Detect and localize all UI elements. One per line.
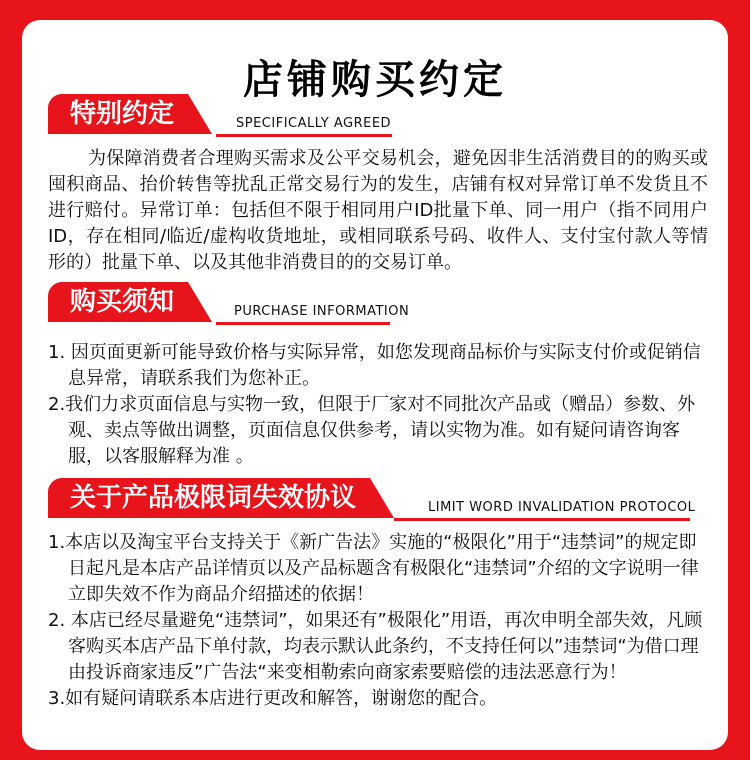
limit-word-list (48, 530, 708, 712)
list-item: 1.本店以及淘宝平台支持关于《新广告法》实施的“极限化”用于“违禁词”的规定即日起凡是本店产品详情页以及产品标题含有极限化“违禁词”介绍的文字说明一律立即失效不作为商品介绍描述的依据！ (48, 532, 699, 605)
list-item: 1. 因页面更新可能导致价格与实际异常，如您发现商品标价与实际支付价或促销信息异常，请联系我们为您补正。 (48, 342, 701, 389)
section-underline (216, 134, 392, 137)
section-header-special (48, 94, 708, 138)
section-en-purchase: PURCHASE INFORMATION (234, 304, 410, 319)
section-underline (216, 322, 390, 325)
list-item: 3.如有疑问请联系本店进行更改和解答，谢谢您的配合。 (48, 688, 498, 709)
section-tag-purchase: 购买须知 (48, 282, 188, 322)
agreement-card (22, 20, 728, 750)
section-en-limit: LIMIT WORD INVALIDATION PROTOCOL (428, 500, 696, 515)
section-underline (394, 518, 690, 521)
section-tag-limit: 关于产品极限词失效协议 (48, 478, 370, 518)
list-item: 2. 本店已经尽量避免“违禁词”，如果还有”极限化”用语，再次申明全部失效，凡顾客购买本店产品下单付款，均表示默认此条约，不支持任何以”违禁词“为借口理由投诉商家违反”广告法“来变相勒索向商家索要赔偿的违法恶意行为！ (48, 610, 703, 683)
page-title: 店铺购买约定 (243, 57, 507, 103)
section-header-limit (48, 478, 708, 522)
section-en-special: SPECIFICALLY AGREED (236, 116, 392, 131)
list-item: 2.我们力求页面信息与实物一致，但限于厂家对不同批次产品或（赠品）参数、外观、卖点等做出调整，页面信息仅供参考，请以实物为准。如有疑问请咨询客服，以客服解释为准 。 (48, 394, 696, 467)
section-tag-special: 特别约定 (48, 94, 188, 134)
special-agreement-text: 为保障消费者合理购买需求及公平交易机会，避免因非生活消费目的的购买或囤积商品、抬价转售等扰乱正常交易行为的发生，店铺有权对异常订单不发货且不进行赔付。异常订单：包括但不限于相同用户ID批量下单、同一用户（指不同用户ID，存在相同/临近/虚构收货地址，或相同联系号码、收件人、支付宝付款人等情形的）批量下单、以及其他非消费目的的交易订单。 (48, 148, 708, 273)
purchase-info-list (48, 340, 708, 470)
section-header-purchase (48, 282, 708, 326)
